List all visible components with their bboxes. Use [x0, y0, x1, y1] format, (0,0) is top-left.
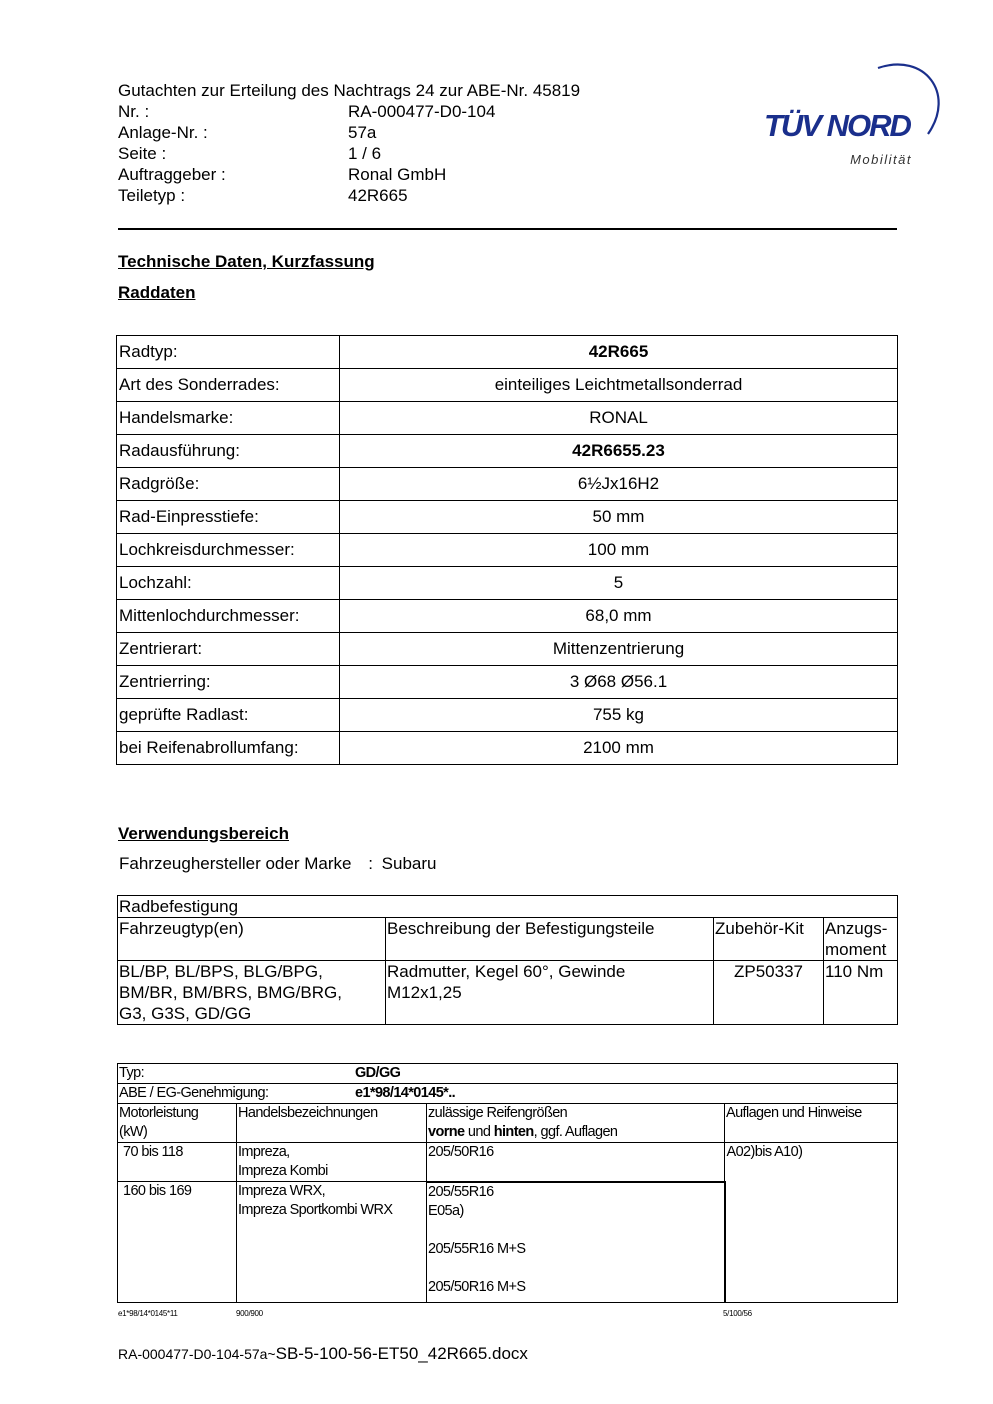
wheel-data-row: [117, 699, 898, 732]
code-left: e1*98/14*0145*11: [118, 1309, 178, 1318]
wheel-data-row: [117, 336, 898, 369]
wheel-data-row: [117, 369, 898, 402]
wheel-data-row: [117, 732, 898, 765]
header-row-anlage: Anlage-Nr. : 57a: [118, 123, 377, 142]
wheel-data-value: 50 mm: [340, 501, 898, 534]
vehicle-type-table: [117, 1063, 898, 1303]
section-technical-data: Technische Daten, Kurzfassung: [118, 252, 375, 271]
abe-row: ABE / EG-Genehmigung: e1*98/14*0145*..: [118, 1084, 898, 1104]
footer-ref: RA-000477-D0-104-57a~: [118, 1346, 276, 1362]
header-notes: Auflagen und Hinweise: [725, 1104, 898, 1143]
fastening-vehicle-types: BL/BP, BL/BPS, BLG/BPG, BM/BR, BM/BRS, BMG/BRG, G3, G3S, GD/GG: [118, 961, 386, 1025]
row2-names: Impreza WRX, Impreza Sportkombi WRX: [237, 1182, 427, 1303]
abe-value: e1*98/14*0145*..: [355, 1085, 456, 1101]
wheel-data-value: 3 Ø68 Ø56.1: [340, 666, 898, 699]
wheel-data-label: Rad-Einpresstiefe:: [117, 501, 340, 534]
wheel-data-label: geprüfte Radlast:: [117, 699, 340, 732]
wheel-data-row: [117, 600, 898, 633]
wheel-data-label: Lochkreisdurchmesser:: [117, 534, 340, 567]
wheel-data-value: Mittenzentrierung: [340, 633, 898, 666]
header-names: Handelsbezeichnungen: [237, 1104, 427, 1143]
header-row-nr: Nr. : RA-000477-D0-104: [118, 102, 496, 121]
fastening-header-kit: Zubehör-Kit: [714, 918, 824, 961]
wheel-data-label: Radausführung:: [117, 435, 340, 468]
wheel-data-row: [117, 402, 898, 435]
footer-filename: [118, 1344, 528, 1364]
code-mid: 900/900: [236, 1309, 263, 1318]
header-row-seite: Seite : 1 / 6: [118, 144, 382, 163]
manufacturer-value: Subaru: [381, 854, 437, 873]
wheel-data-row: [117, 501, 898, 534]
manufacturer-separator: :: [368, 854, 373, 873]
wheel-data-label: Zentrierart:: [117, 633, 340, 666]
header-row-auftraggeber: Auftraggeber : Ronal GmbH: [118, 165, 447, 184]
wheel-data-value: 42R6655.23: [340, 435, 898, 468]
wheel-data-value: 68,0 mm: [340, 600, 898, 633]
row1-power: 70 bis 118: [118, 1143, 237, 1182]
header-power: Motorleistung (kW): [118, 1104, 237, 1143]
fastening-header-torque: Anzugs- moment: [824, 918, 898, 961]
row2-power: 160 bis 169: [118, 1182, 237, 1303]
tuv-nord-logo: [760, 56, 945, 171]
fastening-header-desc: Beschreibung der Befestigungsteile: [386, 918, 714, 961]
manufacturer-line: [119, 854, 436, 874]
wheel-data-value: 100 mm: [340, 534, 898, 567]
fastening-kit: ZP50337: [714, 961, 824, 1025]
wheel-data-value: 42R665: [340, 336, 898, 369]
row1-names: Impreza, Impreza Kombi: [237, 1143, 427, 1182]
wheel-data-label: Mittenlochdurchmesser:: [117, 600, 340, 633]
fastening-title: Radbefestigung: [118, 896, 898, 918]
wheel-data-label: Radgröße:: [117, 468, 340, 501]
notes-cell: A02)bis A10): [725, 1143, 898, 1303]
header-tyres: zulässige Reifengrößen vorne und hinten, ggf. Auflagen: [427, 1104, 725, 1143]
wheel-data-value: 5: [340, 567, 898, 600]
header-divider: [118, 228, 897, 230]
fastening-torque: 110 Nm: [824, 961, 898, 1025]
wheel-data-value: einteiliges Leichtmetallsonderrad: [340, 369, 898, 402]
fastening-table: [117, 895, 898, 1025]
logo-sub-text: Mobilität: [850, 152, 912, 167]
code-right: 5/100/56: [723, 1309, 752, 1318]
wheel-data-row: [117, 435, 898, 468]
header-row-teiletyp: Teiletyp : 42R665: [118, 186, 408, 205]
manufacturer-label: Fahrzeughersteller oder Marke: [119, 854, 352, 873]
wheel-data-label: Radtyp:: [117, 336, 340, 369]
wheel-data-value: 2100 mm: [340, 732, 898, 765]
typ-value: GD/GG: [355, 1065, 401, 1081]
wheel-data-table: [116, 335, 898, 765]
wheel-data-label: Lochzahl:: [117, 567, 340, 600]
wheel-data-value: 755 kg: [340, 699, 898, 732]
wheel-data-label: Zentrierring:: [117, 666, 340, 699]
wheel-data-row: [117, 567, 898, 600]
row2-tyres: 205/55R16 E05a) 205/55R16 M+S 205/50R16 M+S: [427, 1182, 725, 1303]
logo-brand-text: TÜV NORD: [764, 108, 910, 143]
wheel-data-label: Art des Sonderrades:: [117, 369, 340, 402]
footer-file: SB-5-100-56-ET50_42R665.docx: [275, 1344, 528, 1363]
section-usage: Verwendungsbereich: [118, 824, 289, 843]
document-header: [118, 80, 580, 206]
row1-tyres: 205/50R16: [427, 1143, 725, 1182]
document-title: Gutachten zur Erteilung des Nachtrags 24 zur ABE-Nr. 45819: [118, 81, 581, 100]
wheel-data-row: [117, 534, 898, 567]
wheel-data-row: [117, 468, 898, 501]
section-wheel-data: Raddaten: [118, 283, 196, 302]
wheel-data-row: [117, 666, 898, 699]
wheel-data-label: Handelsmarke:: [117, 402, 340, 435]
fastening-description: Radmutter, Kegel 60°, Gewinde M12x1,25: [386, 961, 714, 1025]
wheel-data-row: [117, 633, 898, 666]
wheel-data-label: bei Reifenabrollumfang:: [117, 732, 340, 765]
typ-row: Typ: GD/GG: [118, 1064, 898, 1084]
wheel-data-value: RONAL: [340, 402, 898, 435]
wheel-data-value: 6½Jx16H2: [340, 468, 898, 501]
fastening-header-types: Fahrzeugtyp(en): [118, 918, 386, 961]
